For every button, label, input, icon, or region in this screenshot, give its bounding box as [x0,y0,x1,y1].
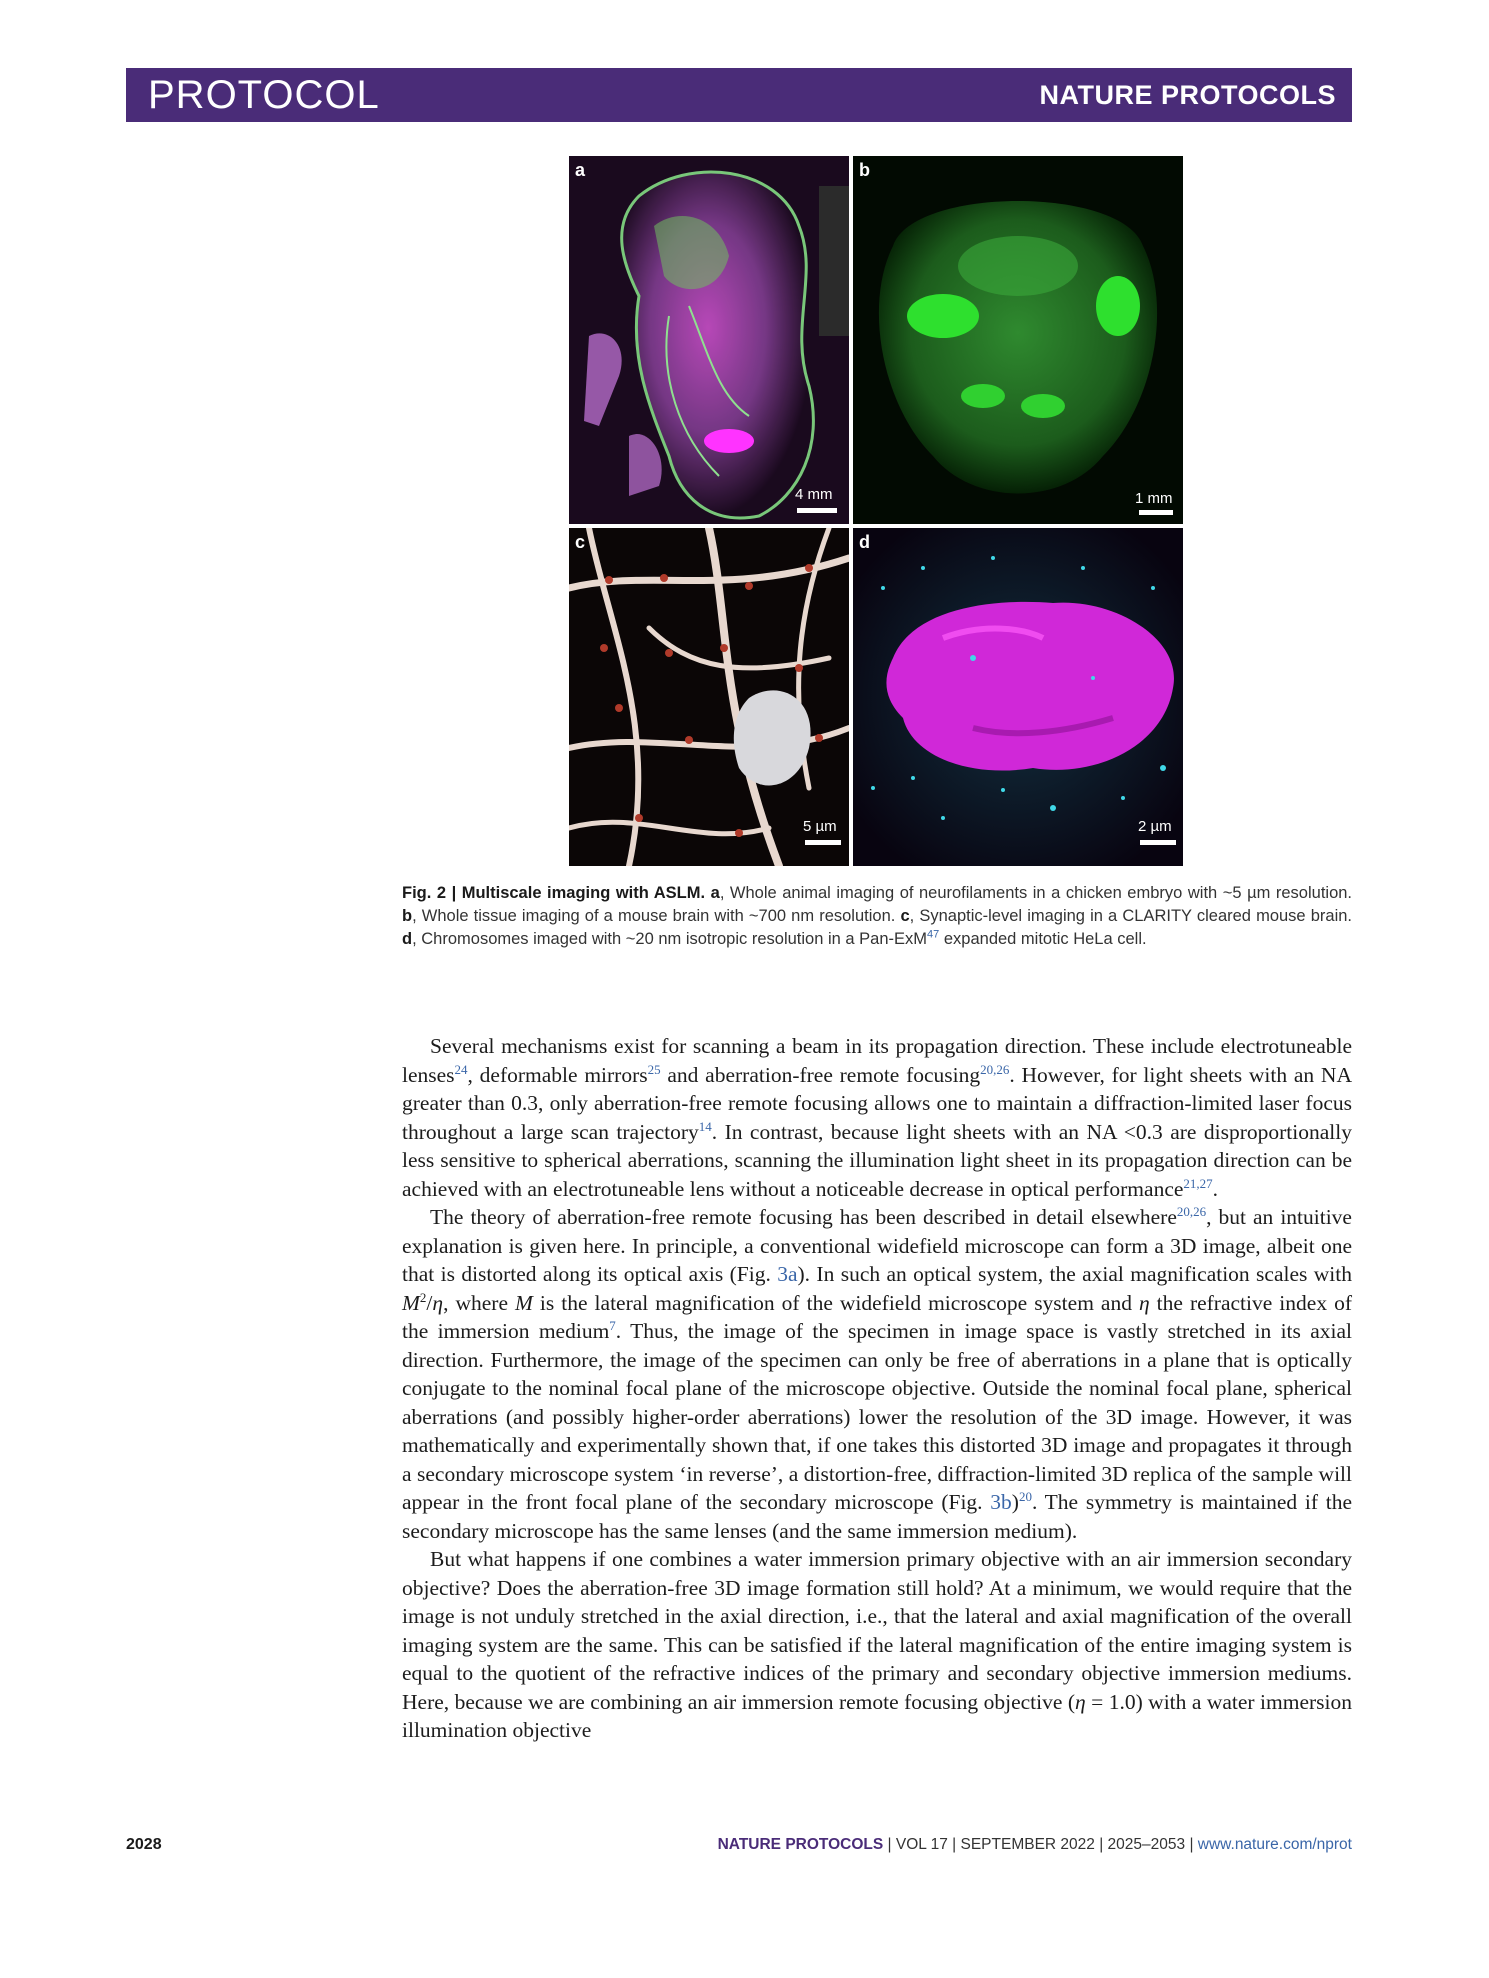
header-bar [126,68,1352,122]
figure-2 [569,156,1183,866]
citation-link[interactable]: 14 [698,1118,712,1134]
embryo-image [569,156,849,524]
caption-a-text: , Whole animal imaging of neurofilaments in a chicken embryo with ~5 µm resolution. [719,884,1353,902]
scalebar-c [805,840,841,845]
scalebar-a [797,508,837,513]
panel-b-image [853,156,1183,524]
citation-link[interactable]: 24 [454,1061,468,1077]
citation-link[interactable]: 21,27 [1183,1175,1213,1191]
panel-c-label: c [575,532,586,552]
paragraph-2: The theory of aberration-free remote focusing has been described in detail elsewhere$^{20,26}$, but an intuitive explanation is given here. In principle, a conventional widefield microscope can form a 3D image, albeit one that is distorted along its optical axis (Fig. 3a). In such an optical system, the axial magnification scales with $M^2/\eta$, where M is the lateral magnification of the widefield microscope system and η the refractive index of the immersion medium$^7$. Thus, the image of the specimen in image space is vastly stretched in its axial direction. Furthermore, the image of the specimen can only be free of aberrations in a plane that is optically conjugate to the nominal focal plane of the microscope objective. Outside the nominal focal plane, spherical aberrations (and possibly higher-order aberrations) lower the resolution of the 3D image. However, it was mathematically and experimentally shown that, if one takes this distorted 3D image and propagates it through a secondary microscope system ‘in reverse’, a distortion-free, diffraction-limited 3D replica of the sample will appear in the front focal plane of the secondary microscope (Fig. 3b)$^{20}$. The symmetry is maintained if the secondary microscope has the same lenses (and the same immersion medium). [402,1203,1352,1543]
footer-pages: 2025–2053 [1107,1836,1186,1853]
panel-b-label: b [859,160,870,180]
scalebar-c-label: 5 µm [803,818,837,835]
caption-d-label: d [402,930,413,948]
scalebar-b-label: 1 mm [1135,490,1173,507]
caption-b-label: b [402,907,413,925]
caption-d-text-2: expanded mitotic HeLa cell. [939,930,1147,948]
caption-c-label: c [900,907,910,925]
footer-volume: VOL 17 [895,1836,948,1853]
page-number: 2028 [126,1836,162,1853]
citation-link[interactable]: 20,26 [980,1061,1010,1077]
caption-d-text-1: , Chromosomes imaged with ~20 nm isotropic resolution in a Pan-ExM [412,930,928,948]
scalebar-d [1140,840,1176,845]
body-text [402,1032,1352,1745]
citation-link[interactable]: 7 [609,1317,616,1333]
panel-d-image [853,528,1183,866]
caption-b-text: , Whole tissue imaging of a mouse brain with ~700 nm resolution. [412,907,896,925]
scalebar-d-label: 2 µm [1138,818,1172,835]
panel-c-image [569,528,849,866]
citation-link[interactable]: 20 [1018,1488,1032,1504]
citation-link[interactable]: 20,26 [1176,1203,1207,1219]
footer-citation: NATURE PROTOCOLS | VOL 17 | SEPTEMBER 2022 | 2025–2053 | www.nature.com/nprot [717,1836,1352,1853]
journal-title: NATURE PROTOCOLS [1039,80,1336,110]
paragraph-1: Several mechanisms exist for scanning a beam in its propagation direction. These include electrotuneable lenses$^{24}$, deformable mirrors$^{25}$ and aberration-free remote focusing$^{20,26}$. However, for light sheets with an NA greater than 0.3, only aberration-free remote focusing allows one to maintain a diffraction-limited laser focus throughout a large scan trajectory$^{14}$. In contrast, because light sheets with an NA <0.3 are disproportionally less sensitive to spherical aberrations, scanning the illumination light sheet in its propagation direction can be achieved with an electrotuneable lens without a noticeable decrease in optical performance$^{21,27}$. [402,1034,1352,1201]
caption-title: Fig. 2 | Multiscale imaging with ASLM. [402,884,706,902]
caption-a-label: a [710,884,720,902]
panel-a-label: a [575,160,586,180]
mouse-brain-image [853,156,1183,524]
caption-d-ref[interactable]: 47 [927,928,940,941]
figure-link[interactable]: 3b [990,1490,1012,1514]
figure-caption [402,882,1352,951]
footer-journal: NATURE PROTOCOLS [717,1836,884,1853]
chromosome-image [853,528,1183,866]
paragraph-3: But what happens if one combines a water immersion primary objective with an air immersion secondary objective? Does the aberration-free 3D image formation still hold? At a minimum, we would require that the image is not unduly stretched in the axial direction, i.e., that the lateral and axial magnification of the overall imaging system are the same. This can be satisfied if the lateral magnification of the entire imaging system is equal to the quotient of the refractive indices of the primary and secondary objective immersion mediums. Here, because we are combining an air immersion remote focusing objective (η = 1.0) with a water immersion illumination objective [402,1547,1352,1742]
figure-link[interactable]: 3a [777,1262,798,1286]
scalebar-a-label: 4 mm [795,486,833,503]
section-title: PROTOCOL [148,73,380,117]
scalebar-b [1139,510,1173,515]
caption-c-text: , Synaptic-level imaging in a CLARITY cleared mouse brain. [909,907,1352,925]
footer-date: SEPTEMBER 2022 [960,1836,1095,1853]
neuron-image [569,528,849,866]
footer-url-link[interactable]: www.nature.com/nprot [1197,1836,1352,1853]
citation-link[interactable]: 25 [647,1061,661,1077]
panel-a-image [569,156,849,524]
panel-d-label: d [859,532,870,552]
